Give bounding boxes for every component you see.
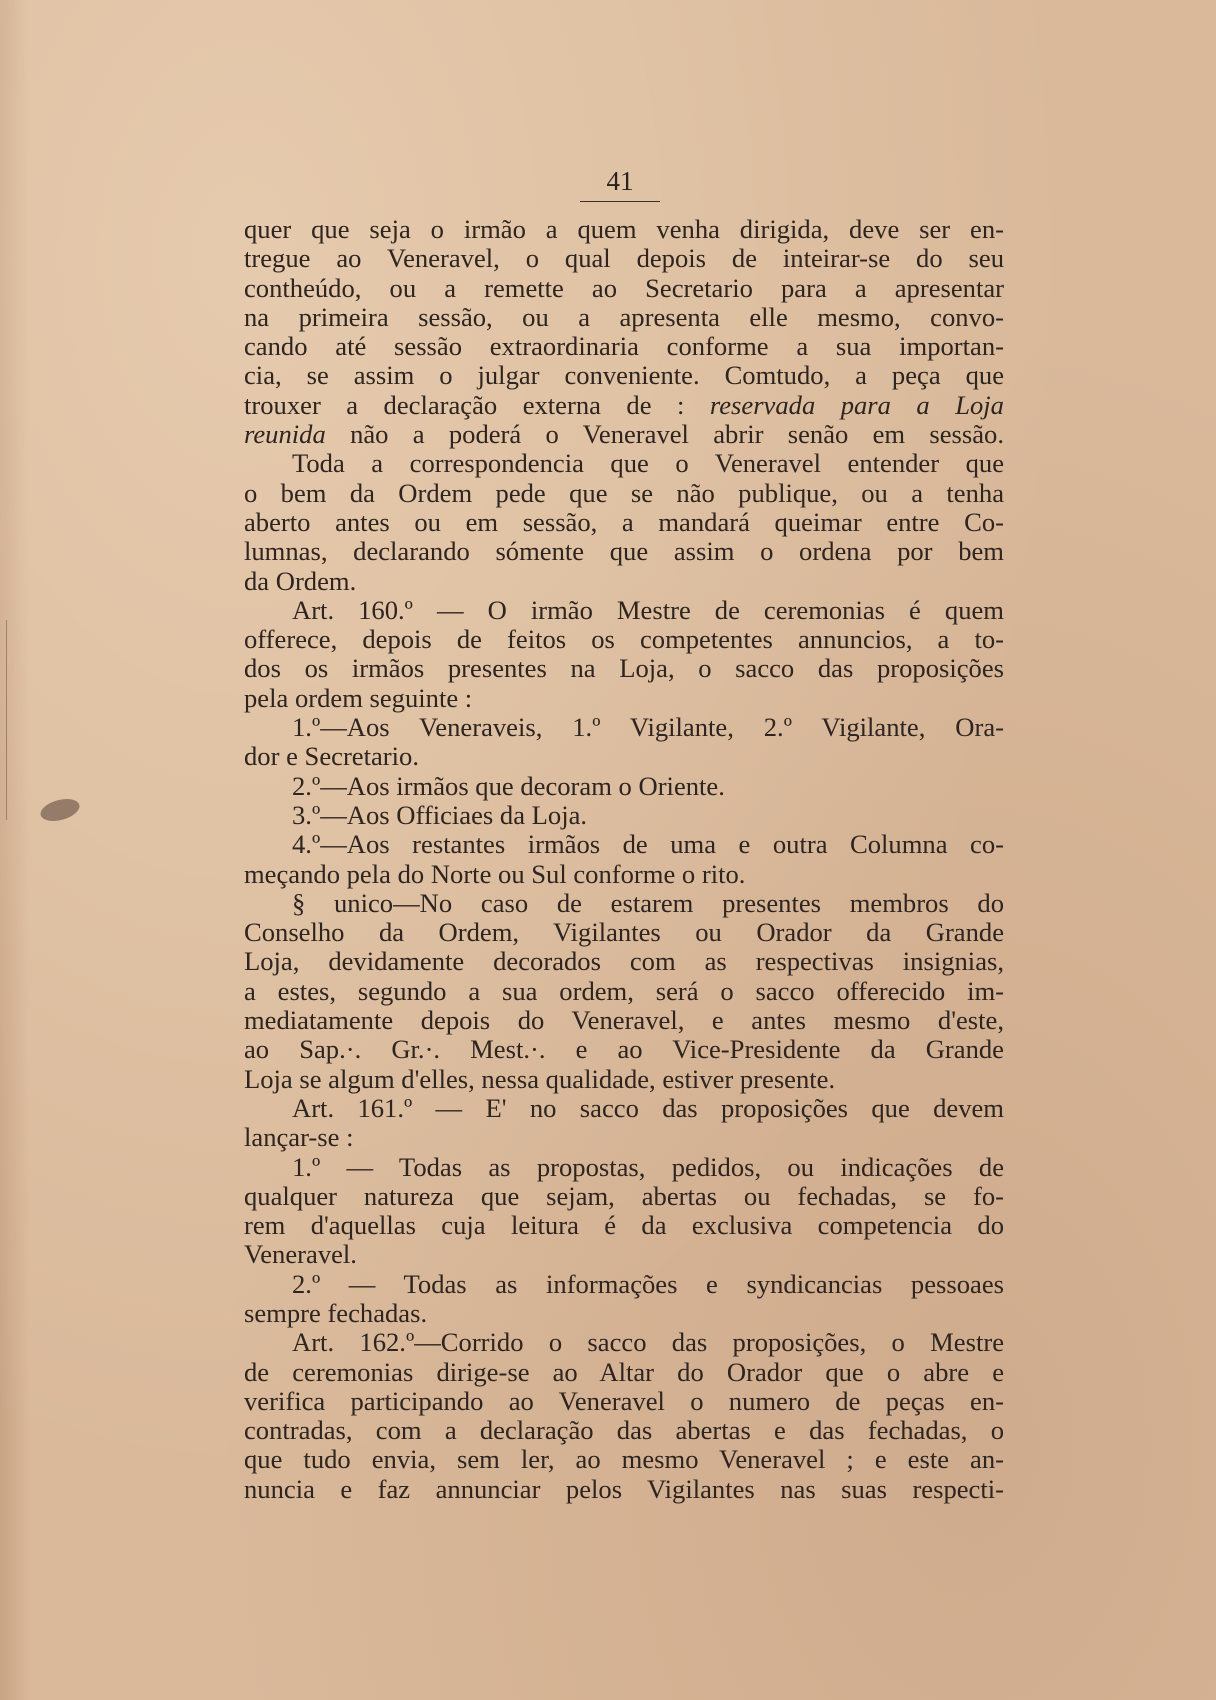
page-number: 41 bbox=[580, 166, 660, 202]
line-text: dos os irmãos presentes na Loja, o sacco das proposições bbox=[244, 653, 1004, 684]
text-line bbox=[244, 1211, 1004, 1240]
line-text: sempre fechadas. bbox=[244, 1297, 428, 1328]
line-text: 2.º—Aos irmãos que decoram o Oriente. bbox=[292, 770, 725, 801]
text-line bbox=[244, 860, 1004, 889]
line-text: o bem da Ordem pede que se não publique, ou a tenha bbox=[244, 477, 1004, 508]
text-line bbox=[244, 303, 1004, 332]
line-text: aberto antes ou em sessão, a mandará queimar entre Co- bbox=[244, 506, 1004, 537]
line-text: de ceremonias dirige-se ao Altar do Orador que o abre e bbox=[244, 1356, 1004, 1387]
line-text: Loja se algum d'elles, nessa qualidade, estiver presente. bbox=[244, 1063, 836, 1094]
line-text: contradas, com a declaração das abertas e das fechadas, o bbox=[244, 1415, 1004, 1446]
line-text: offerece, depois de feitos os competentes annuncios, a to- bbox=[244, 624, 1004, 655]
text-line bbox=[244, 947, 1004, 976]
text-line bbox=[244, 596, 1004, 625]
text-line bbox=[244, 274, 1004, 303]
text-line bbox=[244, 1416, 1004, 1445]
line-text: cia, se assim o julgar conveniente. Comtudo, a peça que bbox=[244, 360, 1004, 391]
line-text: dor e Secretario. bbox=[244, 741, 419, 772]
text-line bbox=[244, 479, 1004, 508]
text-line bbox=[244, 215, 1004, 244]
text-line bbox=[244, 1299, 1004, 1328]
line-text: Loja, devidamente decorados com as respectivas insignias, bbox=[244, 946, 1004, 977]
line-text: pela ordem seguinte : bbox=[244, 682, 473, 713]
line-text: mediatamente depois do Veneravel, e antes mesmo d'este, bbox=[244, 1005, 1004, 1036]
text-line bbox=[244, 977, 1004, 1006]
text-line bbox=[244, 742, 1004, 771]
text-line bbox=[244, 889, 1004, 918]
text-line bbox=[244, 1358, 1004, 1387]
text-line bbox=[244, 332, 1004, 361]
ink-stain bbox=[38, 795, 82, 825]
italic-text: reservada para a Loja bbox=[709, 389, 1004, 420]
text-line bbox=[244, 1387, 1004, 1416]
line-text: Conselho da Ordem, Vigilantes ou Orador da Grande bbox=[244, 917, 1004, 948]
text-line bbox=[244, 361, 1004, 390]
line-text: 1.º—Aos Veneraveis, 1.º Vigilante, 2.º Vigilante, Ora- bbox=[292, 712, 1004, 743]
text-line bbox=[244, 625, 1004, 654]
text-line bbox=[244, 1270, 1004, 1299]
line-text: qualquer natureza que sejam, abertas ou fechadas, se fo- bbox=[244, 1180, 1004, 1211]
text-line bbox=[244, 244, 1004, 273]
text-line bbox=[244, 537, 1004, 566]
line-text: cando até sessão extraordinaria conforme a sua importan- bbox=[244, 331, 1004, 362]
line-text: ao Sap.·. Gr.·. Mest.·. e ao Vice-Presidente da Grande bbox=[244, 1034, 1004, 1065]
line-text: lumnas, declarando sómente que assim o ordena por bem bbox=[244, 536, 1004, 567]
line-text: não a poderá o Veneravel abrir senão em sessão. bbox=[350, 419, 1004, 450]
line-text: Art. 160.º — O irmão Mestre de ceremonias é quem bbox=[292, 594, 1004, 625]
text-line bbox=[244, 684, 1004, 713]
line-text: trouxer a declaração externa de : bbox=[244, 389, 685, 420]
italic-text: reunida bbox=[244, 419, 326, 450]
line-text: contheúdo, ou a remette ao Secretario para a apresentar bbox=[244, 272, 1004, 303]
line-text: 4.º—Aos restantes irmãos de uma e outra Columna co- bbox=[292, 829, 1004, 860]
text-line bbox=[244, 1182, 1004, 1211]
line-text: nuncia e faz annunciar pelos Vigilantes nas suas respecti- bbox=[244, 1473, 1004, 1504]
text-line bbox=[244, 830, 1004, 859]
text-line bbox=[244, 772, 1004, 801]
text-line bbox=[244, 801, 1004, 830]
text-line bbox=[244, 420, 1004, 449]
line-text: Art. 162.º—Corrido o sacco das proposições, o Mestre bbox=[292, 1327, 1004, 1358]
line-text: meçando pela do Norte ou Sul conforme o rito. bbox=[244, 858, 746, 889]
line-text: tregue ao Veneravel, o qual depois de inteirar-se do seu bbox=[244, 243, 1004, 274]
text-line bbox=[244, 1094, 1004, 1123]
line-text: rem d'aquellas cuja leitura é da exclusiva competencia do bbox=[244, 1210, 1004, 1241]
text-line bbox=[244, 1153, 1004, 1182]
text-line bbox=[244, 1035, 1004, 1064]
line-text: Toda a correspondencia que o Veneravel entender que bbox=[292, 448, 1004, 479]
text-line bbox=[244, 918, 1004, 947]
line-text: na primeira sessão, ou a apresenta elle mesmo, convo- bbox=[244, 301, 1004, 332]
line-text: 2.º — Todas as informações e syndicancias pessoaes bbox=[292, 1268, 1004, 1299]
text-line bbox=[244, 391, 1004, 420]
text-line bbox=[244, 1006, 1004, 1035]
page-edge bbox=[0, 620, 7, 820]
line-text: Art. 161.º — E' no sacco das proposições que devem bbox=[292, 1092, 1004, 1123]
text-line bbox=[244, 1123, 1004, 1152]
text-line bbox=[244, 1445, 1004, 1474]
text-line bbox=[244, 1240, 1004, 1269]
line-text: Veneravel. bbox=[244, 1239, 357, 1270]
line-text: 3.º—Aos Officiaes da Loja. bbox=[292, 799, 588, 830]
text-line bbox=[244, 654, 1004, 683]
text-line bbox=[244, 567, 1004, 596]
text-line bbox=[244, 713, 1004, 742]
text-line bbox=[244, 449, 1004, 478]
line-text: que tudo envia, sem ler, ao mesmo Veneravel ; e este an- bbox=[244, 1444, 1004, 1475]
line-text: verifica participando ao Veneravel o numero de peças en- bbox=[244, 1385, 1004, 1416]
line-text: a estes, segundo a sua ordem, será o sacco offerecido im- bbox=[244, 975, 1004, 1006]
line-text: quer que seja o irmão a quem venha dirigida, deve ser en- bbox=[244, 214, 1004, 244]
body-text bbox=[244, 215, 1004, 1504]
line-text: da Ordem. bbox=[244, 565, 357, 596]
text-line bbox=[244, 1328, 1004, 1357]
text-line bbox=[244, 1065, 1004, 1094]
text-line bbox=[244, 508, 1004, 537]
text-line bbox=[244, 1475, 1004, 1504]
line-text: 1.º — Todas as propostas, pedidos, ou indicações de bbox=[292, 1151, 1004, 1182]
line-text: § unico—No caso de estarem presentes membros do bbox=[292, 887, 1004, 918]
line-text: lançar-se : bbox=[244, 1122, 354, 1153]
